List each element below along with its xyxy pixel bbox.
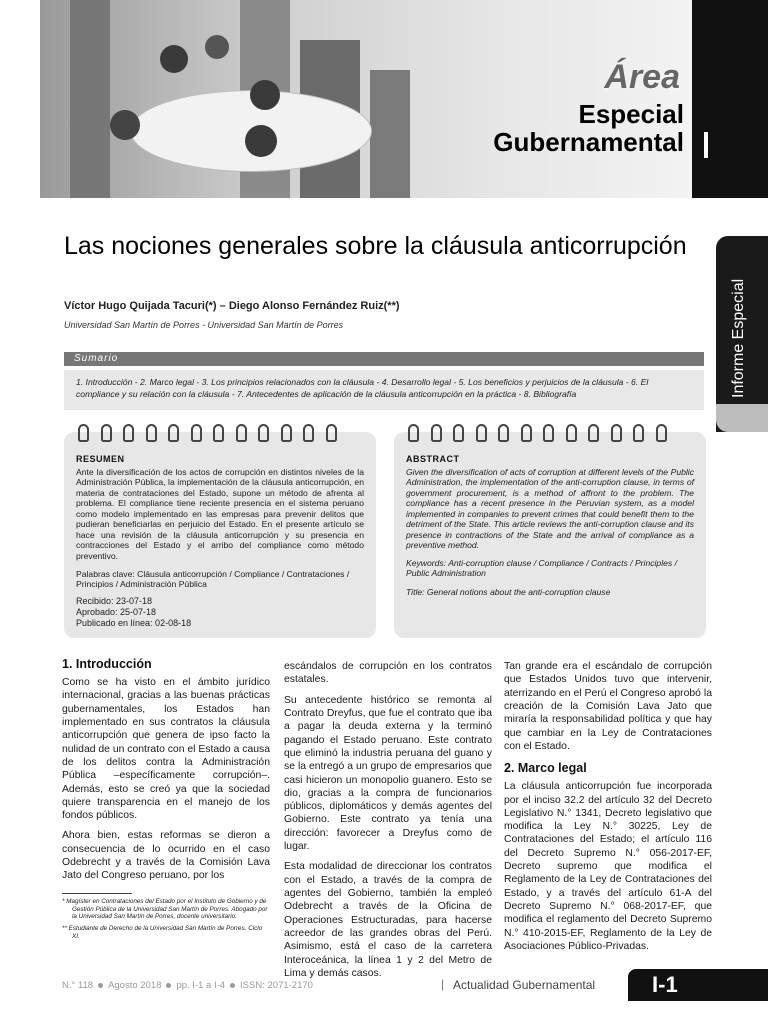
ring-icon xyxy=(191,424,202,442)
ring-icon xyxy=(656,424,667,442)
person-figure xyxy=(110,110,140,140)
section-area-label: Área xyxy=(604,58,680,96)
article-affiliation: Universidad San Martín de Porres - Universidad San Martín de Porres xyxy=(64,320,344,330)
ring-icon xyxy=(543,424,554,442)
article-authors: Víctor Hugo Quijada Tacuri(*) – Diego Alonso Fernández Ruiz(**) xyxy=(64,300,400,312)
header-black-bar xyxy=(692,0,768,198)
footer-divider: | xyxy=(441,977,445,991)
footnote-divider xyxy=(62,893,132,894)
ring-icon xyxy=(236,424,247,442)
ring-icon xyxy=(453,424,464,442)
binder-rings xyxy=(408,424,667,442)
paragraph: Tan grande era el escándalo de corrupción que Estados Unidos tuvo que intervenir, aterrizando en el Perú el Congreso aprobó la creación de la Comisión Lava Jato que miraría la responsabilidad política y que hay que cambiar en la Ley de Contrataciones con el Estado. xyxy=(504,661,712,752)
bullet-icon xyxy=(98,983,103,988)
ring-icon xyxy=(408,424,419,442)
person-figure xyxy=(250,80,280,110)
person-figure xyxy=(160,45,188,73)
page-number-tab xyxy=(628,969,768,1001)
issn: ISSN: 2071-2170 xyxy=(240,980,313,991)
paragraph: Esta modalidad de direccionar los contratos con el Estado, a través de la compra de agentes del Gobierno, también la empleó Odebrecht a través de la Oficina de Operaciones Estructuradas, para hacerse acreedor de las grandes obras del Perú. Asimismo, está el caso de la carretera Interoceánica, la línea 1 y 2 del Metro de Lima y demás casos. xyxy=(284,861,492,979)
paragraph: La cláusula anticorrupción fue incorporada por el inciso 32.2 del artículo 32 del Decreto Legislativo N.° 1341, Decreto legislativo que modifica la Ley N.° 30225, Ley de Contrataciones del Estado; el artículo 116 del Decreto Supremo N.° 056-2017-EF, Decreto supremo que modifica el Reglamento de la Ley de Contrataciones del Estado, y a través del artículo 61-A del Decreto Supremo N.° 068-2017-EF, que modifica el reglamento del Decreto Supremo N.° 410-2015-EF, Reglamento de la Ley de Asociaciones Público-Privadas. xyxy=(504,781,712,952)
ring-icon xyxy=(281,424,292,442)
person-figure xyxy=(245,125,277,157)
body-column-1 xyxy=(62,656,270,890)
binder-rings xyxy=(78,424,337,442)
resumen-heading: RESUMEN xyxy=(76,454,125,464)
date-published: Publicado en línea: 02-08-18 xyxy=(76,617,192,628)
person-figure xyxy=(205,35,229,59)
side-tab-accent xyxy=(716,404,768,432)
body-column-3 xyxy=(504,660,712,960)
section-label-line1: Especial xyxy=(578,99,684,129)
section-heading-introduccion: 1. Introducción xyxy=(62,657,152,671)
ring-icon xyxy=(303,424,314,442)
body-column-2 xyxy=(284,660,492,987)
ring-icon xyxy=(78,424,89,442)
paragraph: Su antecedente histórico se remonta al Contrato Dreyfus, que fue el contrato que iba a pagar la deuda externa y la terminó pagando el Estado peruano. Este contrato que eliminó la industria peruana del guano y se la entregó a un grupo de empresarios que casi hicieron un monopolio guanero. Esto se dio, gracias a la compra de funcionarios públicos, diplomáticos y demás agentes del Gobierno. Este contrato ya tenía una dirección: favorecer a Dreyfus como de lugar. xyxy=(284,694,492,853)
date-received: Recibido: 23-07-18 xyxy=(76,596,153,606)
abstract-keywords: Keywords: Anti-corruption clause / Compliance / Contracts / Principles / Public Administration xyxy=(406,558,677,579)
ring-icon xyxy=(633,424,644,442)
page-number: I-1 xyxy=(652,972,678,997)
ring-icon xyxy=(521,424,532,442)
ring-icon xyxy=(611,424,622,442)
abstract-heading: ABSTRACT xyxy=(406,454,460,464)
ring-icon xyxy=(566,424,577,442)
abstract-card xyxy=(394,432,706,638)
issue-number: N.° 118 xyxy=(62,980,94,991)
ring-icon xyxy=(588,424,599,442)
ring-icon xyxy=(476,424,487,442)
ring-icon xyxy=(498,424,509,442)
footnote: ** Estudiante de Derecho de la Universidad San Martín de Porres. Ciclo XI. xyxy=(62,925,263,940)
paragraph: Como se ha visto en el ámbito jurídico internacional, gracias a las buenas prácticas gubernamentales, los Estados han implementado en sus contratos la cláusula anticorrupción que genera de ipso facto la nulidad de un contrato con el Estado a causa de los delitos contra la Administración Pública –específicamente corrupción–. Además, esto se creó ya que la sociedad quiere transparencia en el manejo de los fondos públicos. xyxy=(62,677,270,822)
ring-icon xyxy=(258,424,269,442)
side-tab-label: Informe Especial xyxy=(730,278,747,398)
summary-heading: Sumario xyxy=(64,352,704,366)
paragraph: Ahora bien, estas reformas se dieron a consecuencia de lo ocurrido en el caso Odebrecht y a través de la Comisión Lava Jato del Congreso peruano, por los xyxy=(62,830,270,882)
abstract-title: Title: General notions about the anti-corruption clause xyxy=(406,587,611,597)
bullet-icon xyxy=(166,983,171,988)
bullet-icon xyxy=(230,983,235,988)
ring-icon xyxy=(431,424,442,442)
resumen-body: Ante la diversificación de los actos de corrupción en distintos niveles de la Administración Pública, la implementación de la cláusula anticorrupción, en materia de contrataciones del Estado, supone un método de afrenta al problema. El compliance tiene reciente presencia en el sistema peruano como modelo implementado en las empresas para prevenir delitos que pudieran beneficiarlas en perjuicio del Estado. En el presente artículo se hace una revisión de la cláusula anticorrupción y su presencia en contracciones del Estado y el arribo del compliance como método preventivo. xyxy=(76,467,364,561)
building-silhouette xyxy=(70,0,110,198)
section-label-line2: Gubernamental xyxy=(493,127,684,157)
footer-meta xyxy=(62,980,313,991)
article-dates xyxy=(76,596,191,628)
issue-date: Agosto 2018 xyxy=(108,980,162,991)
header-divider xyxy=(704,132,708,158)
date-approved: Aprobado: 25-07-18 xyxy=(76,606,157,617)
resumen-card xyxy=(64,432,376,638)
resumen-keywords: Palabras clave: Cláusula anticorrupción / Compliance / Contrataciones / Principios / Administración Pública xyxy=(76,569,350,590)
ring-icon xyxy=(326,424,337,442)
ring-icon xyxy=(123,424,134,442)
publication-name: Actualidad Gubernamental xyxy=(453,978,596,992)
summary-text: 1. Introducción - 2. Marco legal - 3. Los principios relacionados con la cláusula - 4. Desarrollo legal - 5. Los beneficios y perjuicios de la cláusula - 6. El compliance y su relación con la cláusula - 7. Antecedentes de aplicación de la cláusula anticorrupción en la práctica - 8. Bibliografía xyxy=(64,370,704,410)
article-title: Las nociones generales sobre la cláusula anticorrupción xyxy=(64,232,687,260)
ring-icon xyxy=(101,424,112,442)
footnotes xyxy=(62,898,270,944)
ring-icon xyxy=(168,424,179,442)
abstract-body: Given the diversification of acts of corruption at different levels of the Public Administration, the implementation of the anti-corruption clause, in terms of government procurement, is a method of affront to the problem. The compliance has a recent presence in the Peruvian system, as a model implemented in companies to prevent crimes that could benefit them to the detriment of the State. This article reviews the anti-corruption clause and its presence in contractions of the State and the arrival of compliance as a preventive method. xyxy=(406,467,694,551)
ring-icon xyxy=(146,424,157,442)
footnote: * Magíster en Contrataciones del Estado por el Instituto de Gobierno y de Gestión Pública de la Universidad San Martín de Porres. Abogado por la Universidad San Martín de Porres, docente universitario. xyxy=(62,898,268,921)
paragraph: escándalos de corrupción en los contratos estatales. xyxy=(284,661,492,686)
building-silhouette xyxy=(370,70,410,198)
ring-icon xyxy=(213,424,224,442)
page-range: pp. I-1 a I-4 xyxy=(176,980,226,991)
section-heading-marco-legal: 2. Marco legal xyxy=(504,761,587,776)
